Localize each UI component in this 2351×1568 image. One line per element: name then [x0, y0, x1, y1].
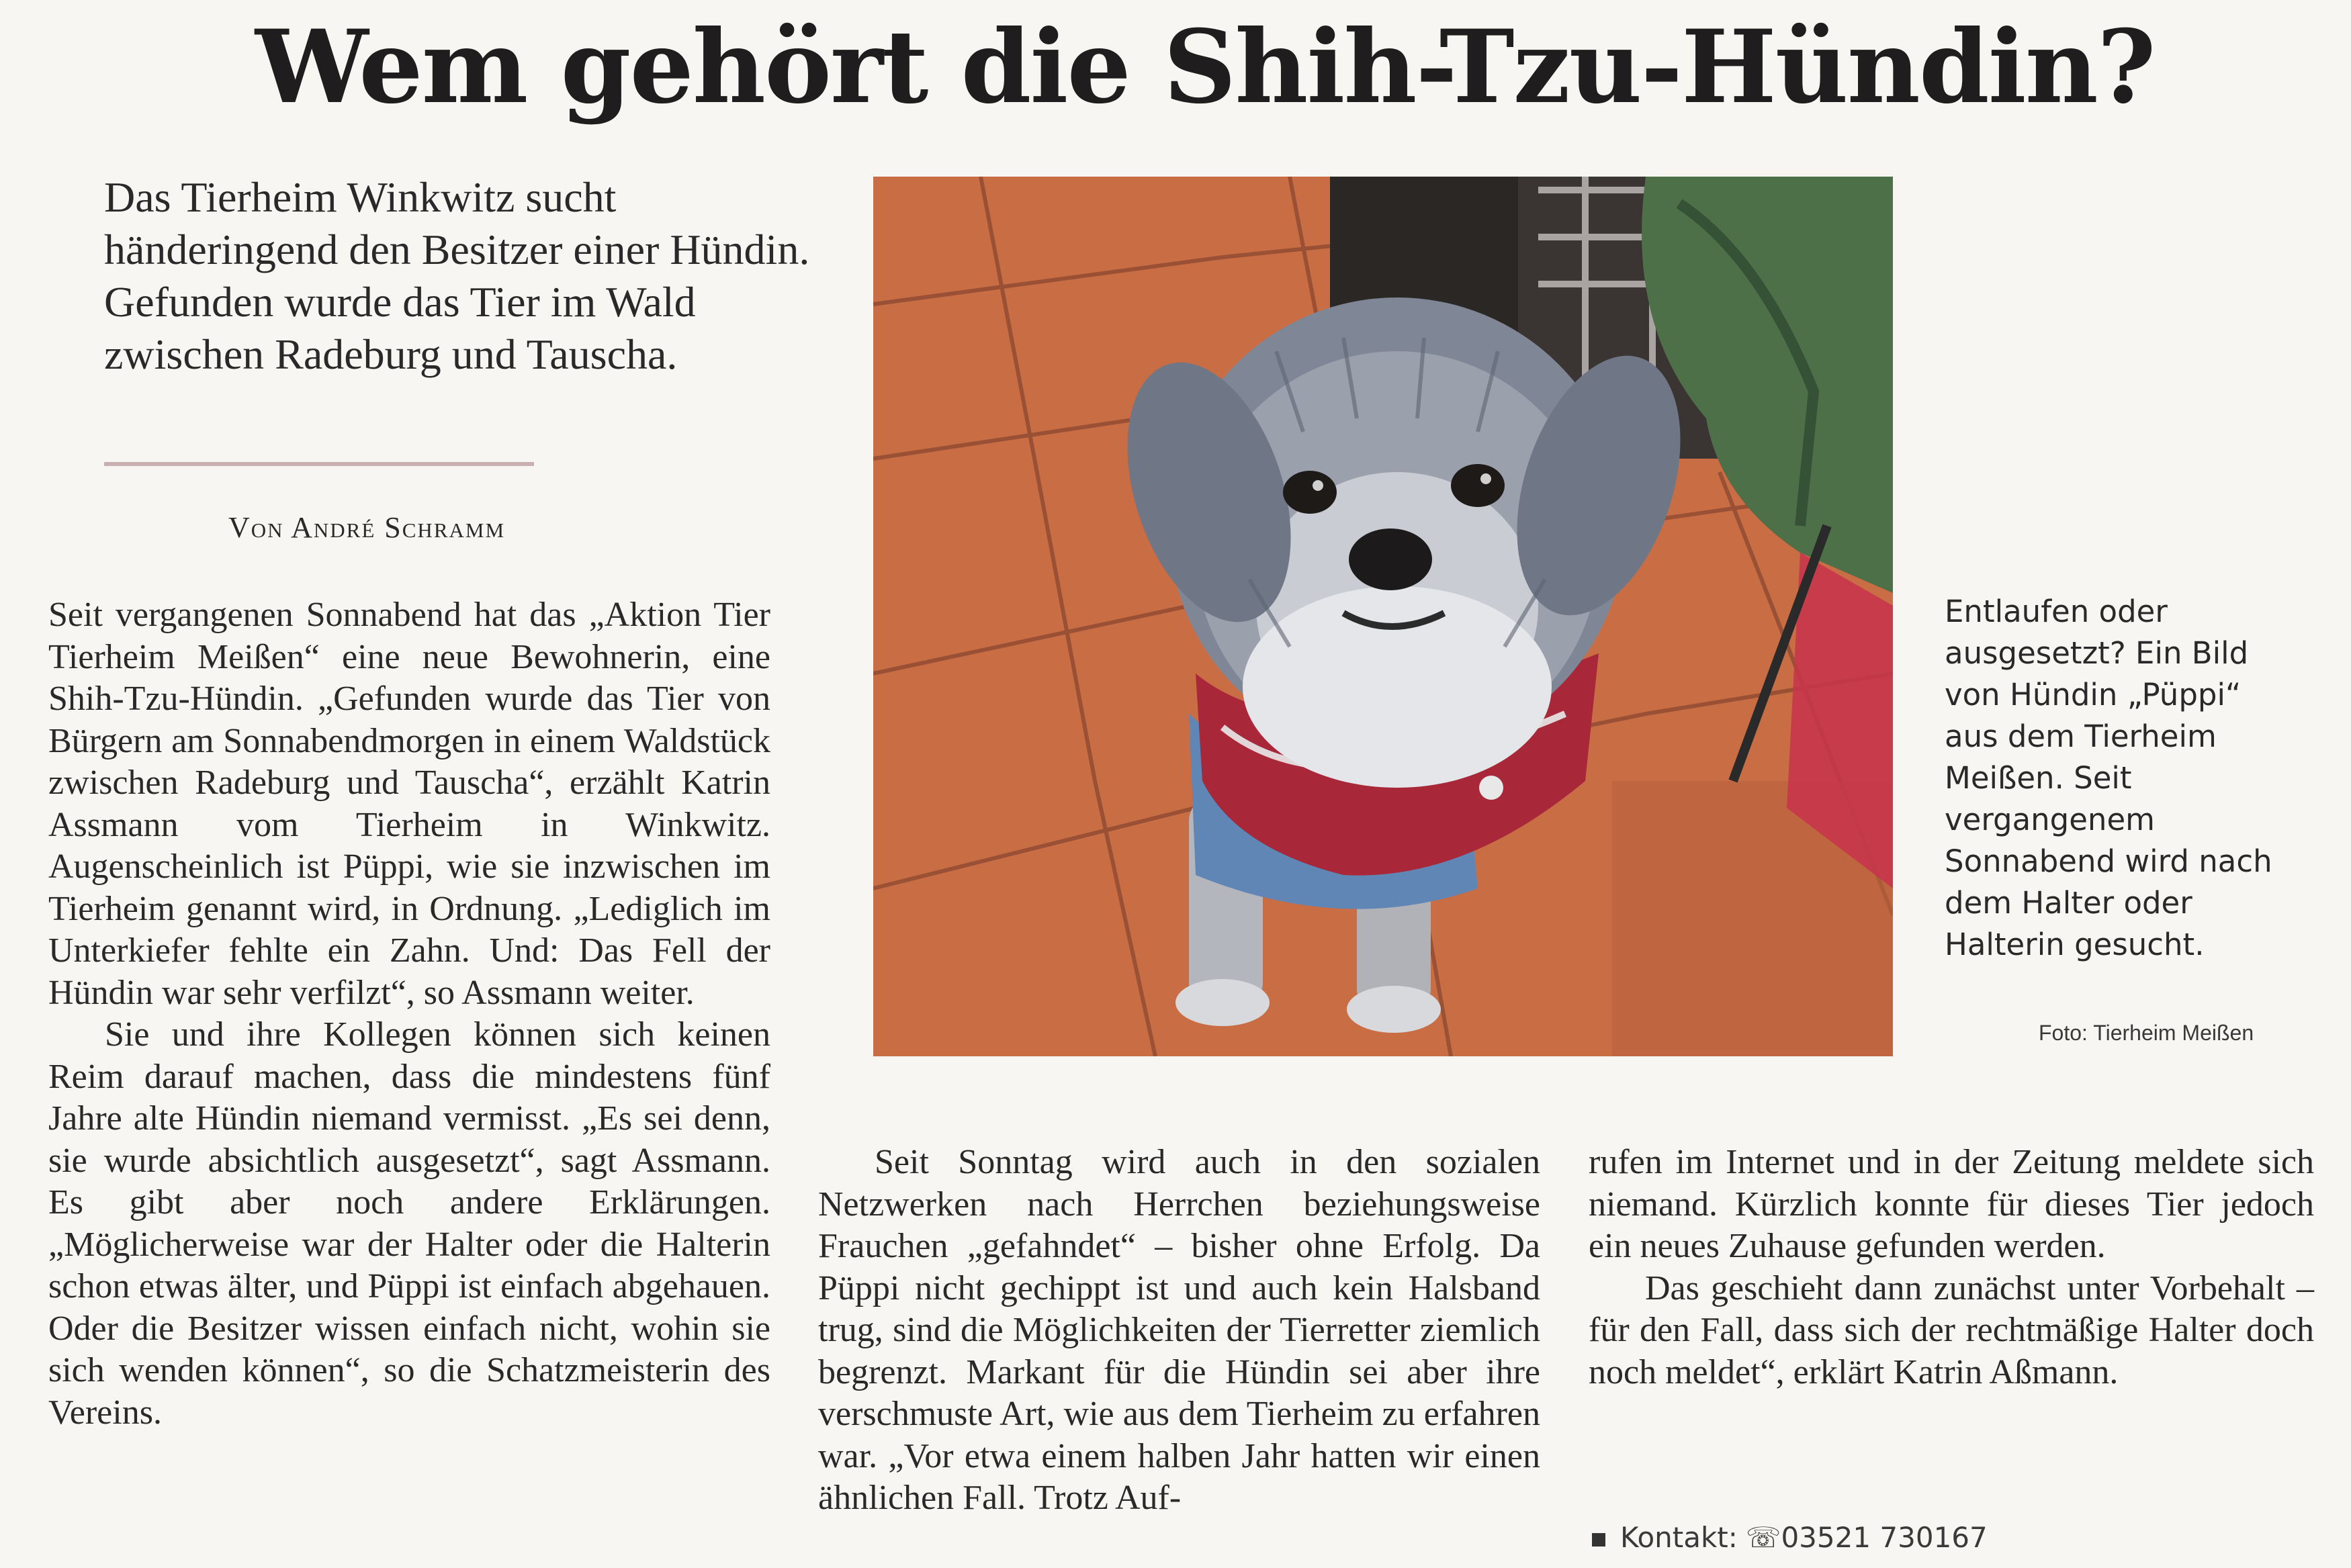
body-column-3	[1589, 1142, 2314, 1393]
contact-number: 03521 730167	[1781, 1521, 1988, 1554]
phone-icon: ☏	[1745, 1521, 1781, 1554]
byline: Von André Schramm	[228, 511, 506, 544]
contact-line	[1592, 1521, 2197, 1554]
body-paragraph: Seit Sonntag wird auch in den sozialen Netzwerken nach Herrchen beziehungsweise Frauchen „gefahndet“ – bisher ohne Erfolg. Da Püppi nicht gechippt ist und auch kein Halsband trug, sind die Möglichkeiten der Tierretter ziemlich begrenzt. Markant für die Hündin sei aber ihre verschmuste Art, wie aus dem Tierheim zu erfahren war. „Vor etwa einem halben Jahr hatten wir einen ähnlichen Fall. Trotz Auf-	[818, 1143, 1540, 1517]
intro-text: Das Tierheim Winkwitz sucht händeringend den Besitzer einer Hündin. Gefunden wurde das Tier im Wald zwischen Radeburg und Tauscha.	[104, 173, 810, 378]
bullet-icon	[1592, 1533, 1605, 1547]
body-paragraph: rufen im Internet und in der Zeitung meldete sich niemand. Kürzlich konnte für dieses Tier jedoch ein neues Zuhause gefunden werden.	[1589, 1143, 2314, 1265]
photo-credit: Foto: Tierheim Meißen	[2039, 1021, 2254, 1045]
body-column-1	[48, 594, 770, 1434]
body-paragraph: Das geschieht dann zunächst unter Vorbehalt – für den Fall, dass sich der rechtmäßige Halter doch noch meldet“, erklärt Katrin Aßmann.	[1589, 1269, 2314, 1391]
dog-photo	[873, 177, 1893, 1056]
contact-label: Kontakt:	[1620, 1521, 1738, 1554]
body-column-2	[818, 1142, 1540, 1520]
intro-divider	[104, 462, 534, 466]
body-paragraph: Sie und ihre Kollegen können sich keinen Reim darauf machen, dass die mindestens fünf Jahre alte Hündin niemand vermisst. „Es sei denn, sie wurde absichtlich ausgesetzt“, sagt Assmann. Es gibt aber noch andere Erklärungen. „Möglicherweise war der Halter oder die Halterin schon etwas älter, und Püppi ist einfach abgehauen. Oder die Besitzer wissen einfach nicht, wohin sie sich wenden können“, so die Schatzmeisterin des Vereins.	[48, 1015, 770, 1432]
photo-caption: Entlaufen oder ausgesetzt? Ein Bild von Hündin „Püppi“ aus dem Tierheim Meißen. Seit vergangenem Sonnabend wird nach dem Halter oder Halterin gesucht.	[1945, 594, 2272, 962]
headline: Wem gehört die Shih-Tzu-Hündin?	[255, 8, 2155, 126]
body-paragraph: Seit vergangenen Sonnabend hat das „Aktion Tier Tierheim Meißen“ eine neue Bewohnerin, eine Shih-Tzu-Hündin. „Gefunden wurde das Tier von Bürgern am Sonnabendmorgen in einem Waldstück zwischen Radeburg und Tauscha“, erzählt Katrin Assmann vom Tierheim in Winkwitz. Augenscheinlich ist Püppi, wie sie inzwischen im Tierheim genannt wird, in Ordnung. „Lediglich im Unterkiefer fehlte ein Zahn. Und: Das Fell der Hündin war sehr verfilzt“, so Assmann weiter.	[48, 596, 770, 1012]
